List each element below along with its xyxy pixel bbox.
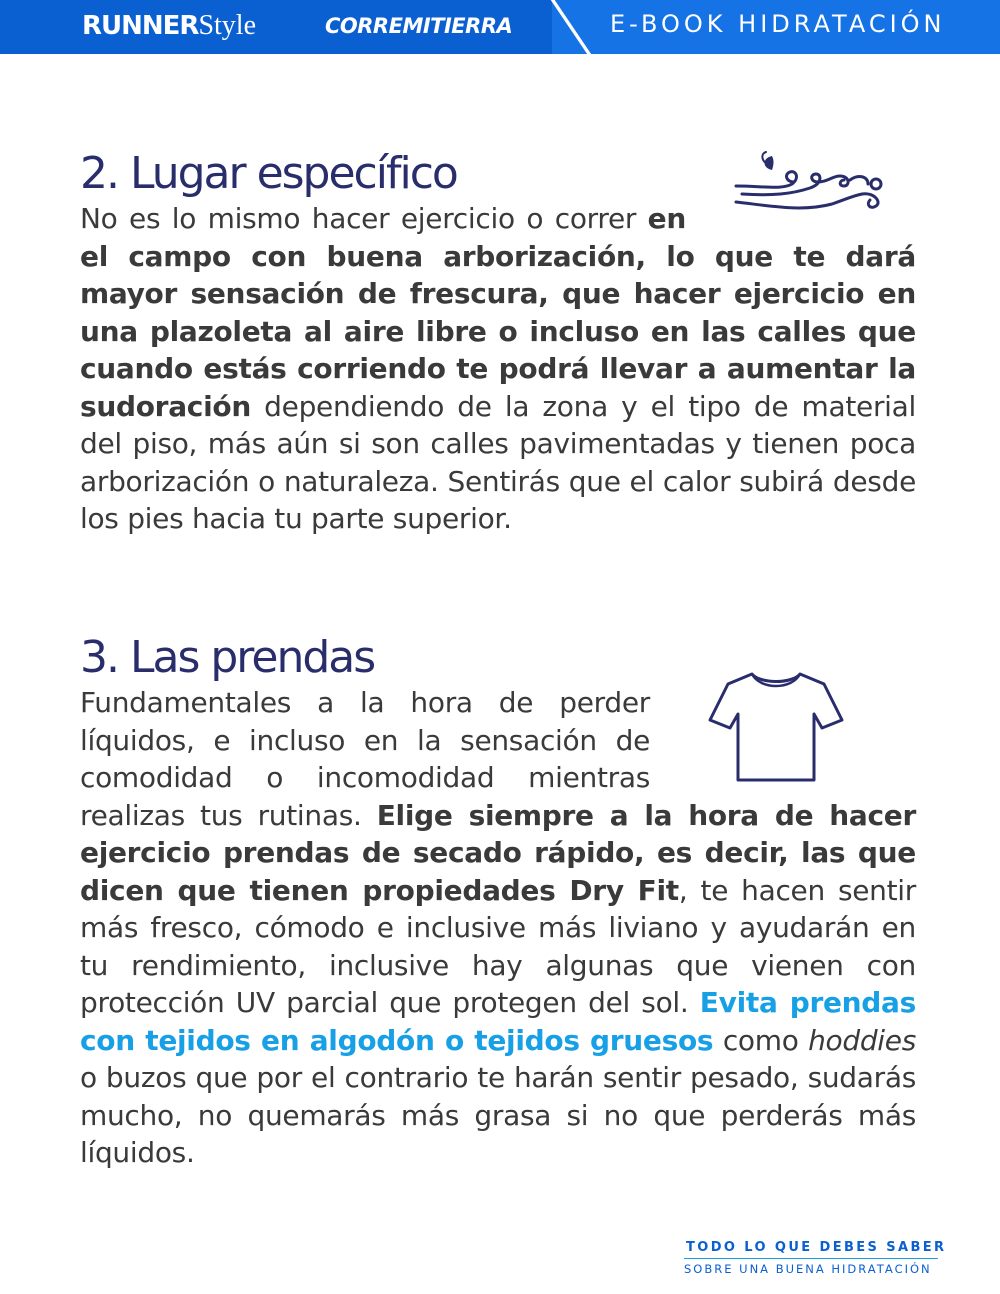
body-text: , te hacen sentir más fresco, cómodo e inclusive más liviano y ayudarán en tu rendimiento, inclusive hay algunas que vienen con protección UV parcial que protegen del sol. bbox=[80, 873, 917, 1019]
body-bold-text: en el campo con buena arborización, lo que te dará mayor sensación de frescura, que hacer ejercicio en una plazoleta al aire libre o incluso en las calles que cuando estás corriendo te podrá llevar a aumentar la sudoración bbox=[80, 202, 916, 423]
body-italic-text: hoddies bbox=[808, 1023, 916, 1057]
body-text: como bbox=[713, 1023, 809, 1057]
footer-line-2: SOBRE UNA BUENA HIDRATACIÓN bbox=[684, 1262, 932, 1276]
body-highlight-text: Evita prendas con tejidos en algodón o tejidos gruesos bbox=[80, 986, 916, 1057]
icon-spacer bbox=[686, 200, 916, 236]
brand-light-text: Style bbox=[198, 10, 256, 41]
section-title: 3. Las prendas bbox=[80, 632, 375, 683]
icon-spacer bbox=[650, 684, 916, 796]
secondary-brand: CORREMITIERRA bbox=[325, 14, 513, 38]
body-bold-text: Elige siempre a la hora de hacer ejercicio prendas de secado rápido, es decir, las que dicen que tienen propiedades Dry Fit bbox=[80, 798, 916, 907]
section-title: 2. Lugar específico bbox=[80, 148, 457, 199]
section-lugar-especifico bbox=[80, 148, 916, 538]
body-text: No es lo mismo hacer ejercicio o correr bbox=[80, 202, 648, 235]
body-text: o buzos que por el contrario te harán sentir pesado, sudarás mucho, no quemarás más grasa si no que perderás más líquidos. bbox=[80, 1061, 916, 1169]
body-text: dependiendo de la zona y el tipo de material del piso, más aún si son calles pavimentadas y tienen poca arborización o naturaleza. Sentirás que el calor subirá desde los pies hacia tu parte superior. bbox=[80, 389, 916, 535]
section-body bbox=[80, 200, 916, 538]
footer-line-1: TODO LO QUE DEBES SABER bbox=[686, 1240, 947, 1255]
footer-divider bbox=[684, 1258, 938, 1259]
brand-logo bbox=[82, 10, 256, 42]
section-las-prendas bbox=[80, 632, 916, 1172]
body-text: Fundamentales a la hora de perder líquidos, e incluso en la sensación de comodidad o incomodidad mientras realizas tus rutinas. bbox=[80, 686, 650, 832]
ebook-title: E-BOOK HIDRATACIÓN bbox=[610, 10, 946, 38]
brand-bold-text: RUNNER bbox=[82, 11, 199, 41]
header-bar bbox=[0, 0, 1000, 54]
